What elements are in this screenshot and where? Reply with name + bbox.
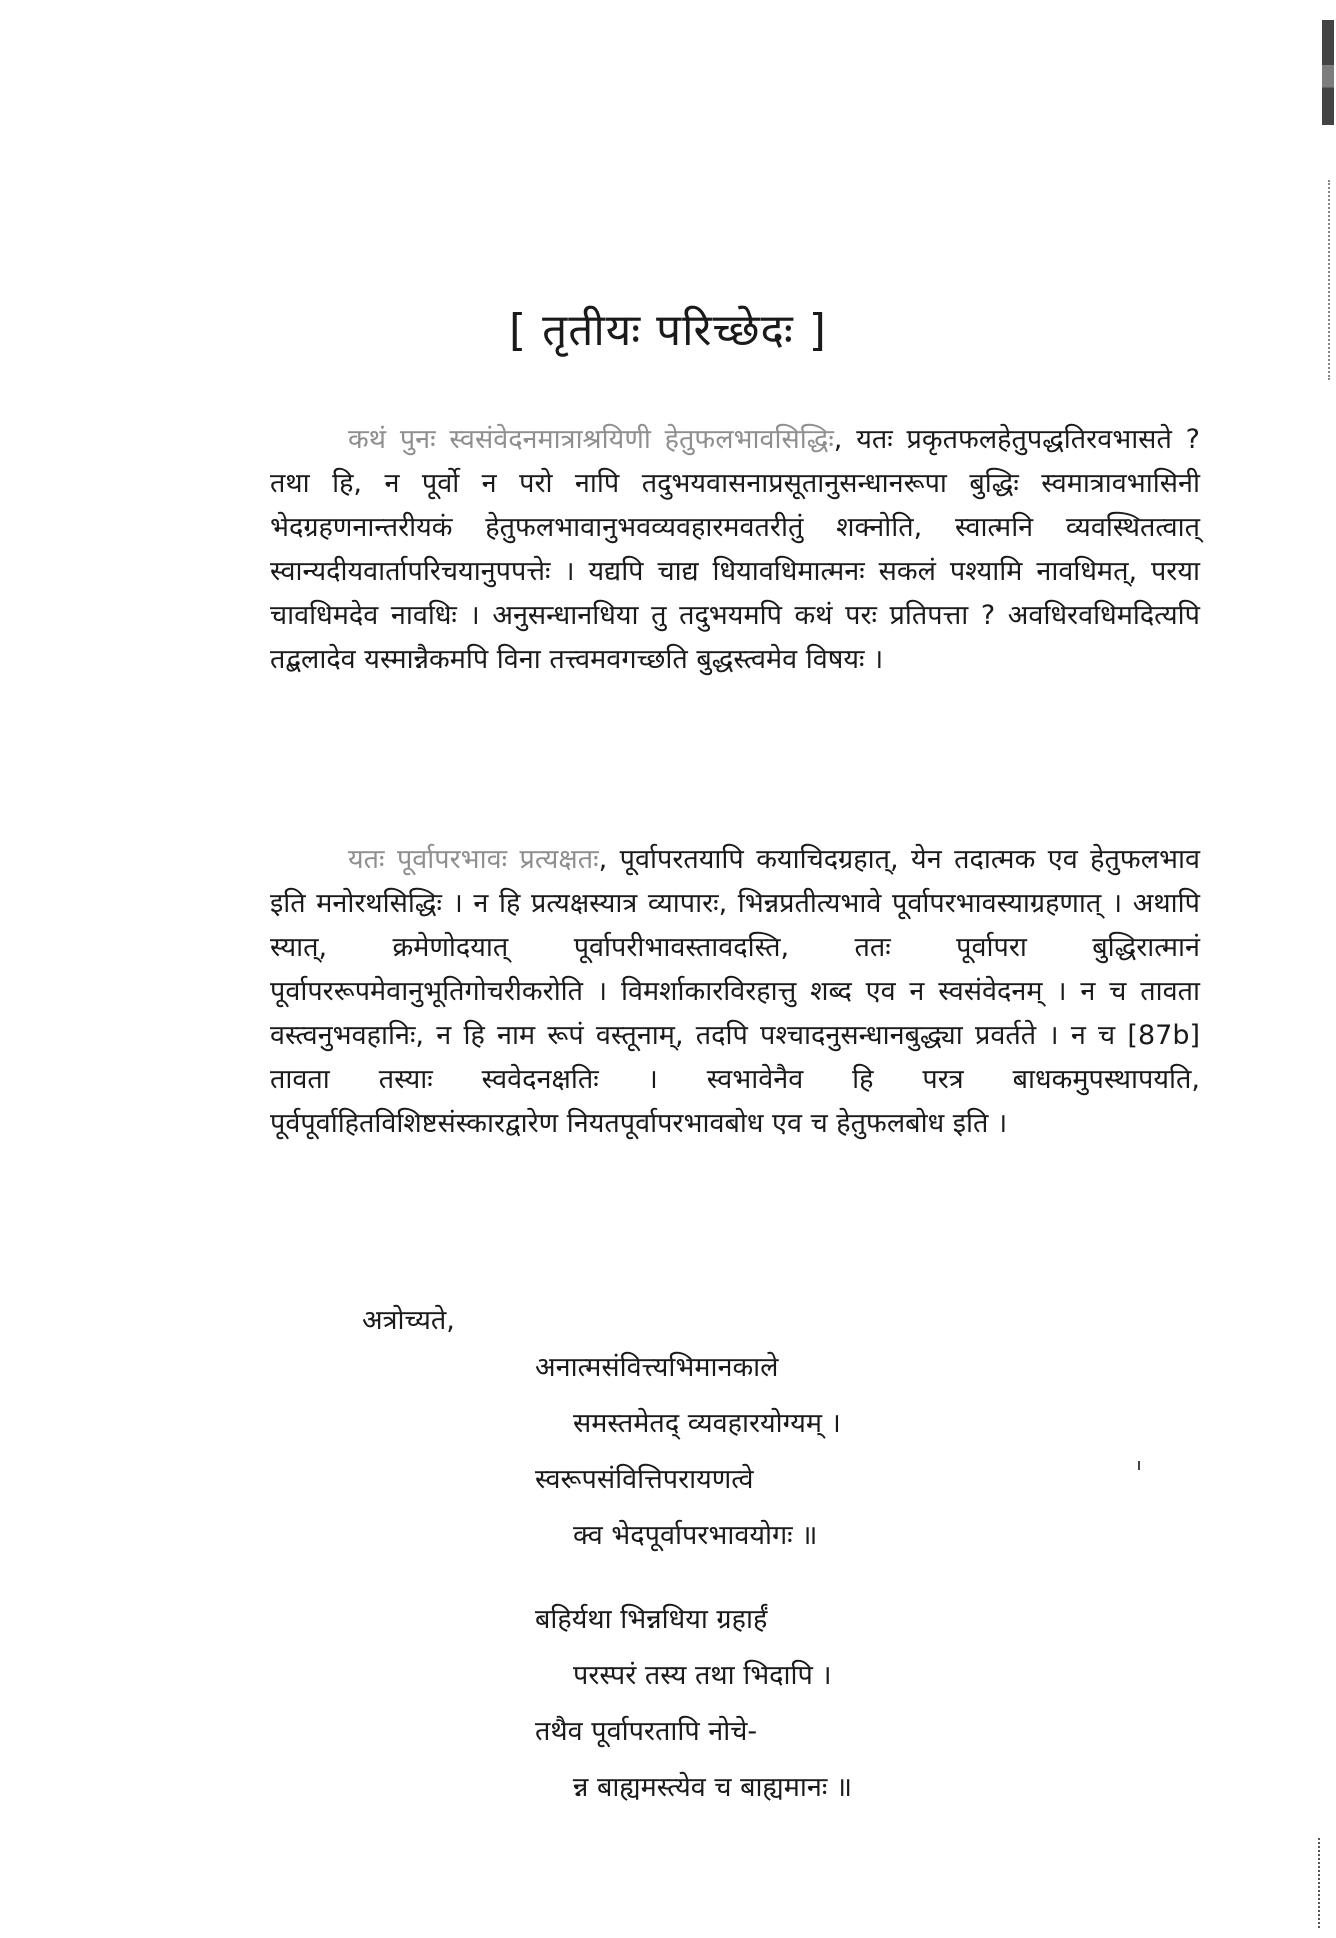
ink-speck xyxy=(1138,1461,1140,1470)
paragraph-2-faint-lead: यतः पूर्वापरभावः प्रत्यक्षतः xyxy=(348,844,599,875)
paragraph-1 xyxy=(270,418,1200,682)
verse-2-line-4: न्न बाह्यमस्त्येव च बाह्यमानः ॥ xyxy=(573,1772,853,1803)
verse-1-line-4: क्व भेदपूर्वापरभावयोगः ॥ xyxy=(573,1520,818,1551)
verse-2 xyxy=(535,1592,852,1816)
paragraph-1-faint-lead: कथं पुनः स्वसंवेदनमात्राश्रयिणी हेतुफलभावसिद्धिः xyxy=(348,424,834,455)
verse-1-line-3: स्वरूपसंवित्तिपरायणत्वे xyxy=(535,1464,754,1495)
binding-edge-mark xyxy=(1322,20,1334,170)
edge-dots-bottom xyxy=(1316,1838,1320,1928)
verse-2-line-2: परस्परं तस्य तथा भिदापि । xyxy=(573,1660,832,1691)
verse-1 xyxy=(535,1340,841,1564)
paragraph-2 xyxy=(270,838,1200,1146)
paragraph-1-text: , यतः प्रकृतफलहेतुपद्धतिरवभासते ? तथा हि, न पूर्वो न परो नापि तदुभयवासनाप्रसूतानुसन्धानरूपा बुद्धिः स्वमात्रावभासिनी भेदग्रहणनान्तरीयकं हेतुफलभावानुभवव्यवहारमवतरीतुं शक्नोति, स्वात्मनि व्यवस्थितत्वात् स्वान्यदीयवार्तापरिचयानुपपत्तेः । यद्यपि चाद्य धियावधिमात्मनः सकलं पश्यामि नावधिमत्, परया चावधिमदेव नावधिः । अनुसन्धानधिया तु तदुभयमपि कथं परः प्रतिपत्ता ? अवधिरवधिमदित्यपि तद्बलादेव यस्मान्नैकमपि विना तत्त्वमवगच्छति बुद्धस्त्वमेव विषयः । xyxy=(270,424,1200,675)
verse-intro: अत्रोच्यते, xyxy=(362,1305,455,1336)
verse-2-line-1: बहिर्यथा भिन्नधिया ग्रहार्हं xyxy=(535,1604,768,1635)
verse-2-line-3: तथैव पूर्वापरतापि नोचे- xyxy=(535,1716,758,1747)
paragraph-2-text: , पूर्वापरतयापि कयाचिदग्रहात्, येन तदात्मक एव हेतुफलभाव इति मनोरथसिद्धिः । न हि प्रत्यक्षस्यात्र व्यापारः, भिन्नप्रतीत्यभावे पूर्वापरभावस्याग्रहणात् । अथापि स्यात्, क्रमेणोदयात् पूर्वापरीभावस्तावदस्ति, ततः पूर्वापरा बुद्धिरात्मानं पूर्वापररूपमेवानुभूतिगोचरीकरोति । विमर्शाकारविरहात्तु शब्द एव न स्वसंवेदनम् । न च तावता वस्त्वनुभवहानिः, न हि नाम रूपं वस्तूनाम्, तदपि पश्चादनुसन्धानबुद्ध्या प्रवर्तते । न च [87b] तावता तस्याः स्ववेदनक्षतिः । स्वभावेनैव हि परत्र बाधकमुपस्थापयति, पूर्वपूर्वाहितविशिष्टसंस्कारद्वारेण नियतपूर्वापरभावबोध एव च हेतुफलबोध इति । xyxy=(270,844,1200,1139)
verse-1-line-1: अनात्मसंवित्त्यभिमानकाले xyxy=(535,1352,779,1383)
chapter-heading: [ तृतीयः परिच्छेदः ] xyxy=(509,305,827,356)
verse-1-line-2: समस्तमेतद् व्यवहारयोग्यम् । xyxy=(573,1408,841,1439)
